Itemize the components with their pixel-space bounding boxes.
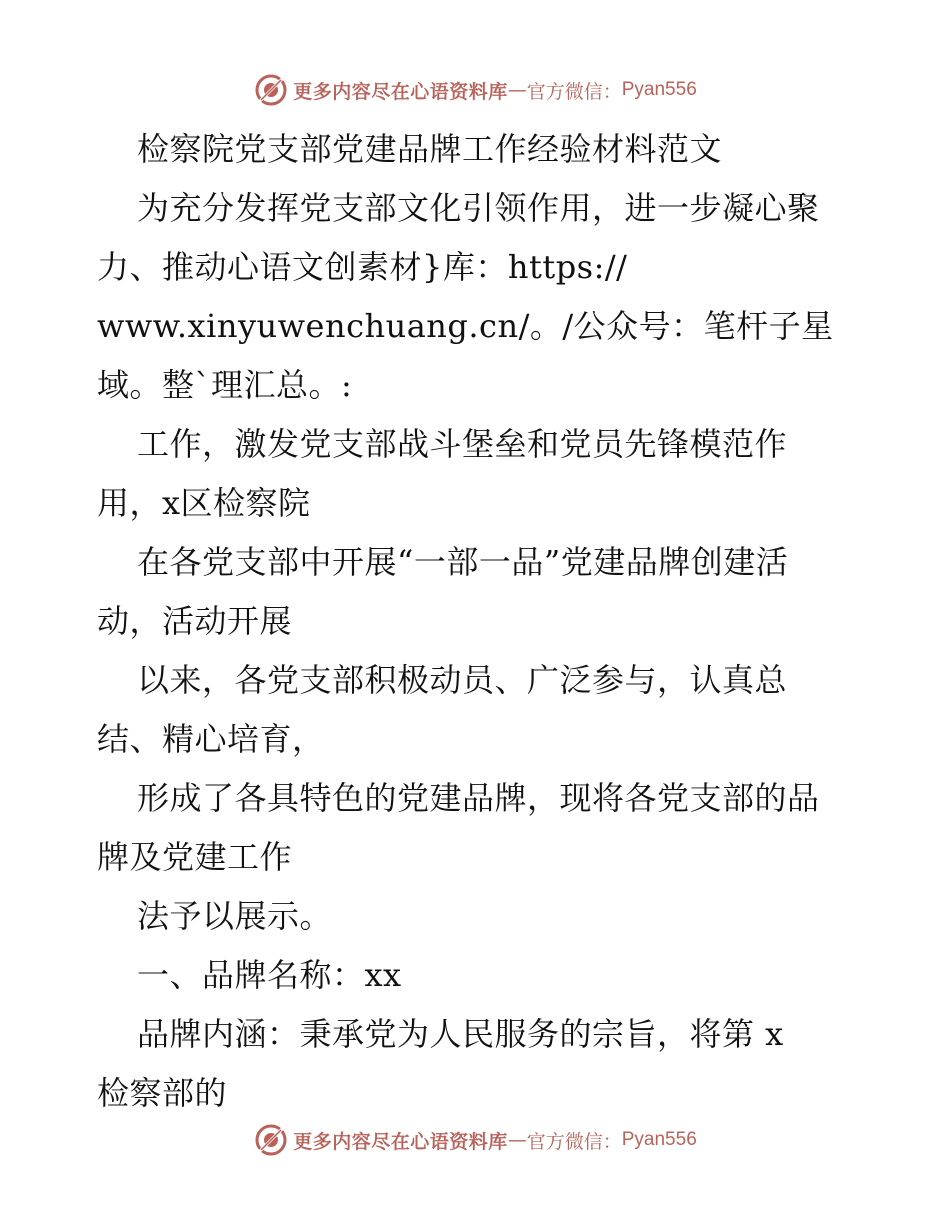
text-line: 为充分发挥党支部文化引领作用，进一步凝心聚: [137, 189, 820, 227]
text-line: www.xinyuwenchuang.cn/。/公众号：笔杆子星: [97, 307, 834, 345]
banner-slogan: 更多内容尽在心语资料库: [293, 1130, 508, 1153]
quill-logo-icon: [253, 72, 289, 108]
text-line: 品牌内涵：秉承党为人民服务的宗旨，将第 x: [137, 1015, 784, 1053]
text-line: 在各党支部中开展“一部一品”党建品牌创建活: [137, 543, 789, 581]
text-line: 法予以展示。: [137, 897, 333, 935]
text-line: 结、精心培育，: [97, 720, 325, 758]
text-line: 牌及党建工作: [97, 838, 293, 876]
banner-wechat-label: 官方微信：: [526, 1130, 622, 1153]
header-banner: [0, 68, 950, 112]
quill-logo-icon: [253, 1122, 289, 1158]
document-body: [97, 120, 867, 1123]
text-line: 力、推动心语文创素材}库：https://: [97, 248, 628, 286]
banner-wechat-id: Pyan556: [621, 79, 697, 100]
banner-separator: —: [507, 1129, 527, 1151]
banner-wechat-label: 官方微信：: [526, 80, 622, 103]
text-line: 用，x区检察院: [97, 484, 311, 522]
document-title: 检察院党支部党建品牌工作经验材料范文: [137, 130, 723, 168]
text-line: 以来，各党支部积极动员、广泛参与，认真总: [137, 661, 788, 699]
text-line: 工作，激发党支部战斗堡垒和党员先锋模范作: [137, 425, 788, 463]
text-line: 动，活动开展: [97, 602, 293, 640]
text-line: 形成了各具特色的党建品牌，现将各党支部的品: [137, 779, 820, 817]
text-line: 域。整`理汇总。:: [97, 366, 353, 404]
section-heading: 一、品牌名称：xx: [137, 956, 402, 994]
banner-wechat-id: Pyan556: [621, 1129, 697, 1150]
text-line: 检察部的: [97, 1074, 228, 1112]
banner-slogan: 更多内容尽在心语资料库: [293, 80, 508, 103]
footer-banner: [0, 1118, 950, 1162]
banner-separator: —: [507, 79, 527, 101]
